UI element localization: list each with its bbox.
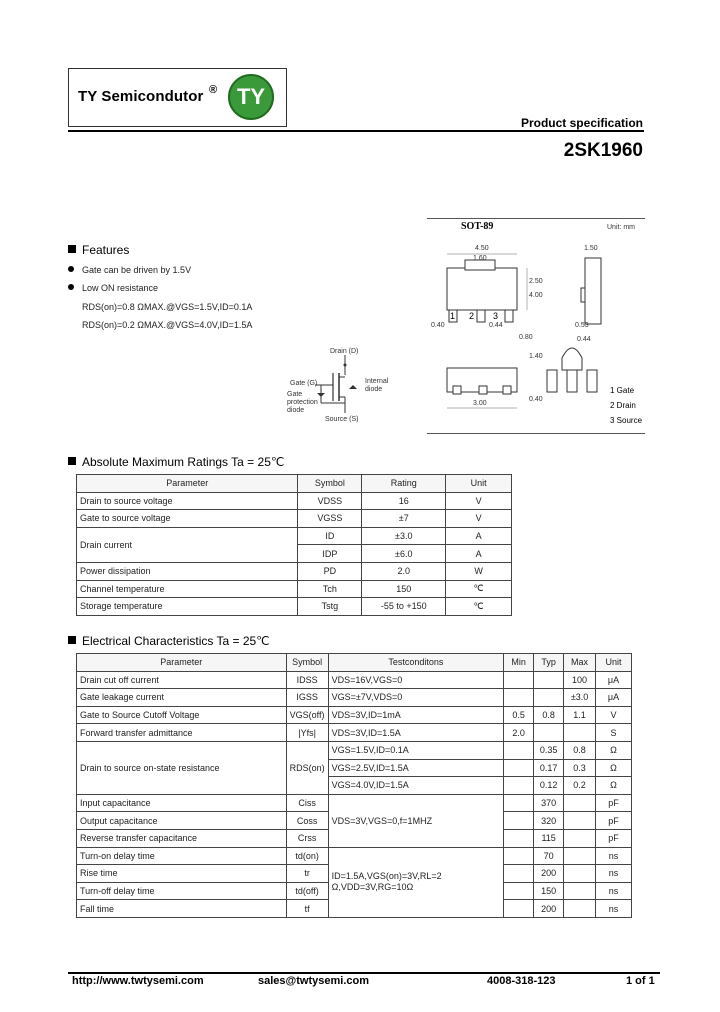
table-row: Reverse transfer capacitance Crss 115 pF [77, 829, 632, 847]
dim-label: 0.44 [577, 336, 591, 343]
dim-label: 1.40 [529, 353, 543, 360]
pin-number: 3 [493, 311, 499, 321]
dim-label: 0.40 [529, 396, 543, 403]
feature-item: Low ON resistance [68, 283, 158, 293]
part-number: 2SK1960 [563, 140, 643, 161]
product-spec-label: Product specification [520, 116, 643, 130]
dim-label: 4.00 [529, 292, 543, 299]
abs-max-title: Absolute Maximum Ratings Ta = 25℃ [68, 455, 284, 469]
ty-logo-icon: TY [228, 74, 274, 120]
dim-label: 3.00 [473, 400, 487, 407]
footer-url[interactable]: http://www.twtysemi.com [72, 975, 204, 987]
package-name: SOT-89 [461, 221, 494, 232]
table-header: Typ [534, 654, 564, 672]
table-header: Max [564, 654, 596, 672]
table-header: Parameter [77, 475, 298, 493]
footer-phone: 4008-318-123 [487, 975, 556, 987]
table-header: Rating [362, 475, 446, 493]
table-row: Drain current ID ±3.0 A [77, 527, 512, 545]
dim-label: 0.80 [519, 334, 533, 341]
footer-divider [68, 972, 660, 974]
pin-label: 2 Drain [610, 401, 636, 410]
pin-label: 1 Gate [610, 386, 635, 395]
table-header: Symbol [298, 475, 362, 493]
table-row: Turn-off delay time td(off) 150 ns [77, 882, 632, 900]
dim-label: 2.50 [529, 278, 543, 285]
rds-spec-2: RDS(on)=0.2 ΩMAX.@VGS=4.0V,ID=1.5A [82, 320, 253, 330]
table-header: Min [504, 654, 534, 672]
table-row: Rise time tr 200 ns [77, 865, 632, 883]
bullet-icon [68, 266, 74, 272]
table-row: Channel temperature Tch 150 ℃ [77, 580, 512, 598]
footer-email[interactable]: sales@twtysemi.com [258, 975, 369, 987]
dim-label: 0.40 [431, 322, 445, 329]
table-row: Input capacitance Ciss VDS=3V,VGS=0,f=1MHZ 370 pF [77, 794, 632, 812]
internal-diode-label: Internal diode [365, 378, 389, 393]
source-label: Source (S) [325, 416, 359, 423]
package-drawing [427, 218, 645, 434]
feature-item: Gate can be driven by 1.5V [68, 265, 191, 275]
table-header: Unit [596, 654, 632, 672]
table-row: VGS=4.0V,ID=1.5A 0.12 0.2 Ω [77, 777, 632, 795]
table-row: Gate to Source Cutoff Voltage VGS(off) VDS=3V,ID=1mA 0.5 0.8 1.1 V [77, 706, 632, 724]
table-row: Gate leakage current IGSS VGS=±7V,VDS=0 ±3.0 μA [77, 689, 632, 707]
dim-label: 1.60 [473, 255, 487, 262]
table-row: Drain cut off current IDSS VDS=16V,VGS=0 100 μA [77, 671, 632, 689]
gate-protection-label: Gate protection diode [287, 391, 318, 414]
bullet-icon [68, 284, 74, 290]
table-row: Drain to source voltage VDSS 16 V [77, 492, 512, 510]
company-name: TY Semicondutor [78, 88, 204, 105]
registered-mark: ® [209, 84, 218, 96]
table-header: Parameter [77, 654, 287, 672]
pin-number: 2 [469, 311, 475, 321]
table-header: Testconditons [328, 654, 504, 672]
table-row: Power dissipation PD 2.0 W [77, 562, 512, 580]
table-row: Turn-on delay time td(on) ID=1.5A,VGS(on)=3V,RL=2 Ω,VDD=3V,RG=10Ω 70 ns [77, 847, 632, 865]
header-divider [68, 130, 644, 132]
table-row: Drain to source on-state resistance RDS(on) VGS=1.5V,ID=0.1A 0.35 0.8 Ω [77, 741, 632, 759]
dim-label: 0.53 [575, 322, 589, 329]
table-row: Fall time tf 200 ns [77, 900, 632, 918]
rds-spec-1: RDS(on)=0.8 ΩMAX.@VGS=1.5V,ID=0.1A [82, 302, 253, 312]
dim-label: 0.44 [489, 322, 503, 329]
pin-label: 3 Source [610, 416, 643, 425]
table-header: Symbol [286, 654, 328, 672]
gate-label: Gate (G) [290, 380, 318, 387]
dim-label: 4.50 [475, 245, 489, 252]
elec-table [76, 653, 632, 918]
elec-title: Electrical Characteristics Ta = 25℃ [68, 634, 270, 648]
table-row: Gate to source voltage VGSS ±7 V [77, 510, 512, 528]
table-row: Storage temperature Tstg -55 to +150 ℃ [77, 598, 512, 616]
abs-max-table [76, 474, 512, 616]
features-title: Features [68, 243, 129, 257]
pin-number: 1 [450, 311, 456, 321]
mosfet-schematic [285, 345, 415, 425]
table-row: Forward transfer admittance |Yfs| VDS=3V,ID=1.5A 2.0 S [77, 724, 632, 742]
table-row: IDP ±6.0 A [77, 545, 512, 563]
page-number: 1 of 1 [626, 975, 655, 987]
table-row: Output capacitance Coss 320 pF [77, 812, 632, 830]
table-row: VGS=2.5V,ID=1.5A 0.17 0.3 Ω [77, 759, 632, 777]
table-header: Unit [446, 475, 512, 493]
drain-label: Drain (D) [330, 348, 359, 355]
dim-label: 1.50 [584, 245, 598, 252]
unit-label: Unit: mm [607, 224, 635, 231]
